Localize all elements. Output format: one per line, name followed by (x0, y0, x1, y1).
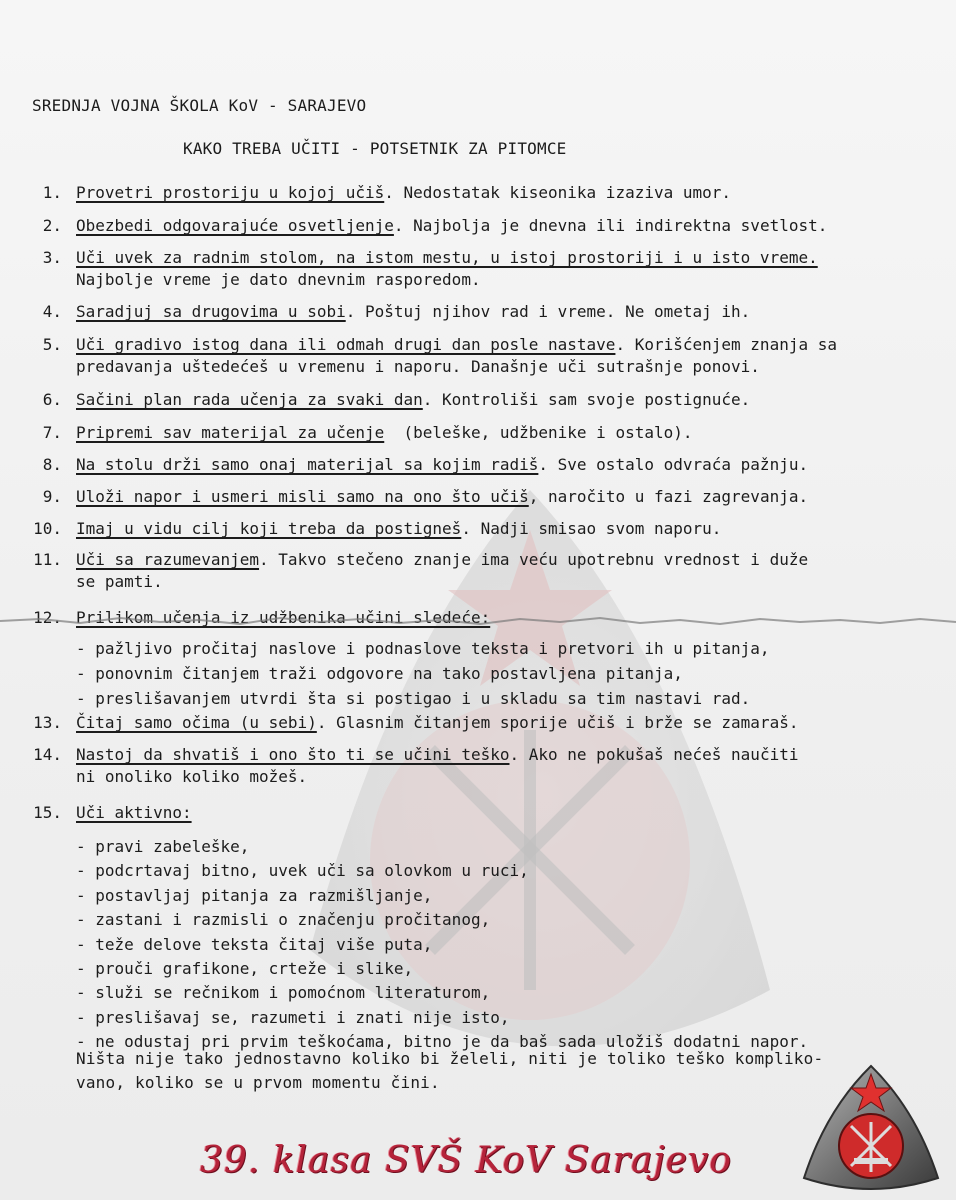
item-rest: . Takvo stečeno znanje ima veću upotrebnu vrednost i duže (259, 550, 809, 569)
item-text (76, 487, 808, 507)
item-continuation: se pamti. (76, 572, 163, 591)
item-rest: . Sve ostalo odvraća pažnju. (538, 455, 809, 474)
item-rest: . Glasnim čitanjem sporije učiš i brže se zamaraš. (316, 713, 799, 732)
item-number: 11. (33, 550, 62, 569)
item-number: 13. (33, 713, 62, 732)
item-number: 3. (42, 248, 62, 267)
item-key-phrase: Prilikom učenja iz udžbenika učini sledeće: (76, 608, 491, 627)
sub-item: - preslišavaj se, razumeti i znati nije isto, (76, 1008, 510, 1027)
item-text (76, 519, 721, 539)
item-key-phrase: Uči uvek za radnim stolom, na istom mestu, u istoj prostoriji i u isto vreme. (76, 248, 818, 267)
sub-item: - služi se rečnikom i pomoćnom literaturom, (76, 983, 491, 1002)
item-text (76, 455, 808, 475)
sub-item: - pravi zabeleške, (76, 837, 250, 856)
sub-item: - podcrtavaj bitno, uvek uči sa olovkom u ruci, (76, 861, 529, 880)
item-key-phrase: Imaj u vidu cilj koji treba da postigneš (76, 519, 462, 538)
paper-tear-mark (0, 612, 956, 630)
item-continuation: Najbolje vreme je dato dnevnim rasporedom. (76, 270, 481, 289)
closing-line-1: Ništa nije tako jednostavno koliko bi želeli, niti je toliko teško kompliko- (76, 1049, 824, 1068)
item-number: 15. (33, 803, 62, 822)
item-number: 8. (42, 455, 62, 474)
item-key-phrase: Čitaj samo očima (u sebi) (76, 713, 317, 732)
item-key-phrase: Uloži napor i usmeri misli samo na ono što učiš (76, 487, 529, 506)
item-key-phrase: Uči aktivno: (76, 803, 192, 822)
item-rest: . Poštuj njihov rad i vreme. Ne ometaj ih. (345, 302, 751, 321)
item-rest: , naročito u fazi zagrevanja. (528, 487, 809, 506)
item-key-phrase: Saradjuj sa drugovima u sobi (76, 302, 346, 321)
sub-item: - pažljivo pročitaj naslove i podnaslove teksta i pretvori ih u pitanja, (76, 639, 770, 658)
item-key-phrase: Pripremi sav materijal za učenje (76, 423, 385, 442)
item-key-phrase: Sačini plan rada učenja za svaki dan (76, 390, 423, 409)
sub-item: - zastani i razmisli o značenju pročitanog, (76, 910, 491, 929)
item-number: 4. (42, 302, 62, 321)
item-text (76, 390, 750, 410)
item-text (76, 423, 693, 443)
item-number: 2. (42, 216, 62, 235)
sub-item: - teže delove teksta čitaj više puta, (76, 935, 433, 954)
item-rest: . Korišćenjem znanja sa (615, 335, 837, 354)
item-number: 6. (42, 390, 62, 409)
document-title: KAKO TREBA UČITI - POTSETNIK ZA PITOMCE (183, 139, 567, 158)
item-text (76, 302, 750, 322)
item-key-phrase: Obezbedi odgovarajuće osvetljenje (76, 216, 394, 235)
item-text (76, 713, 798, 733)
school-heading: SREDNJA VOJNA ŠKOLA KoV - SARAJEVO (32, 96, 367, 115)
item-key-phrase: Provetri prostoriju u kojoj učiš (76, 183, 385, 202)
sub-item: - preslišavanjem utvrdi šta si postigao i u skladu sa tim nastavi rad. (76, 689, 751, 708)
sub-item: - ne odustaj pri prvim teškoćama, bitno je da baš sada uložiš dodatni napor. (76, 1032, 809, 1051)
item-rest: . Nadji smisao svom naporu. (461, 519, 722, 538)
item-number: 1. (42, 183, 62, 202)
item-key-phrase: Uči sa razumevanjem (76, 550, 260, 569)
sub-item: - postavljaj pitanja za razmišljanje, (76, 886, 433, 905)
item-text (76, 803, 192, 823)
item-number: 14. (33, 745, 62, 764)
item-text (76, 550, 808, 570)
item-text (76, 335, 837, 355)
item-number: 5. (42, 335, 62, 354)
footer-title: 39. klasa SVŠ KoV Sarajevo (200, 1140, 732, 1181)
item-rest: . Kontroliši sam svoje postignuće. (422, 390, 751, 409)
item-number: 10. (33, 519, 62, 538)
sub-item: - ponovnim čitanjem traži odgovore na tako postavljena pitanja, (76, 664, 683, 683)
item-text (76, 745, 798, 765)
item-key-phrase: Uči gradivo istog dana ili odmah drugi dan posle nastave (76, 335, 616, 354)
item-continuation: ni onoliko koliko možeš. (76, 767, 308, 786)
item-number: 12. (33, 608, 62, 627)
item-text (76, 183, 731, 203)
item-continuation: predavanja uštedećeš u vremenu i naporu. Današnje uči sutrašnje ponovi. (76, 357, 760, 376)
closing-line-2: vano, koliko se u prvom momentu čini. (76, 1073, 440, 1092)
item-number: 9. (42, 487, 62, 506)
item-rest: . Nedostatak kiseonika izaziva umor. (384, 183, 732, 202)
item-rest: . Ako ne pokušaš nećeš naučiti (509, 745, 799, 764)
item-number: 7. (42, 423, 62, 442)
item-rest: (beleške, udžbenike i ostalo). (384, 423, 693, 442)
item-key-phrase: Nastoj da shvatiš i ono što ti se učini teško (76, 745, 510, 764)
sub-item: - prouči grafikone, crteže i slike, (76, 959, 414, 978)
item-key-phrase: Na stolu drži samo onaj materijal sa kojim radiš (76, 455, 539, 474)
school-badge-icon (796, 1060, 946, 1196)
item-rest: . Najbolja je dnevna ili indirektna svetlost. (393, 216, 828, 235)
item-text (76, 248, 818, 268)
item-text (76, 216, 827, 236)
